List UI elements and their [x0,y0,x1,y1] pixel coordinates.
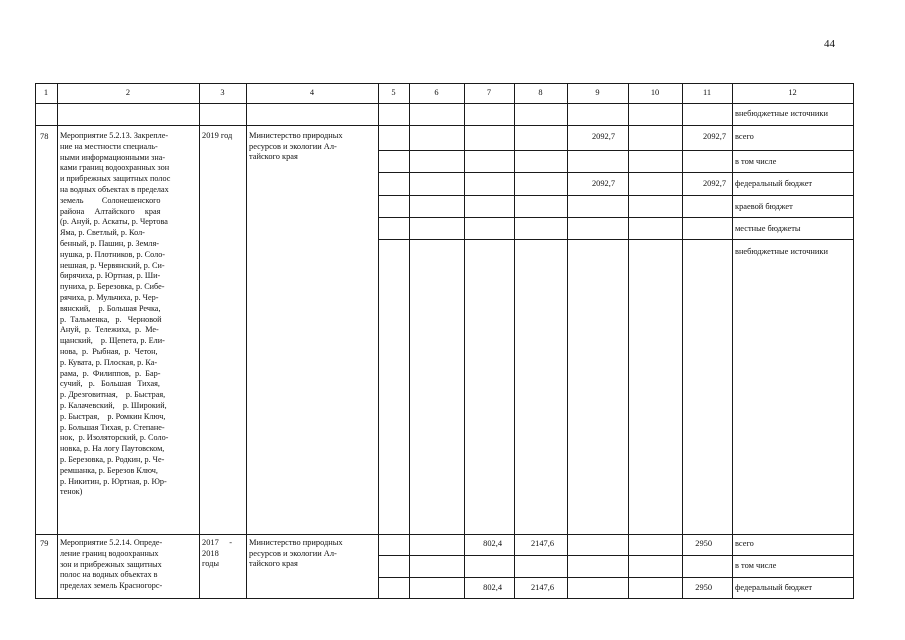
rule [378,150,854,151]
rule [57,83,58,599]
rule [378,555,854,556]
event-term: 2017 - 2018 годы [202,538,233,568]
row-number: 78 [40,132,49,141]
source-label: местные бюджеты [735,224,801,233]
column-header: 11 [702,88,712,97]
source-label: в том числе [735,561,777,570]
column-header: 4 [309,88,315,97]
source-label: федеральный бюджет [735,179,813,188]
column-header: 12 [788,88,797,97]
value-col11: 2950 [695,539,712,548]
column-header: 5 [391,88,396,97]
rule [378,172,854,173]
source-label: внебюджетные источники [735,109,828,118]
rule [378,83,379,599]
row-number: 79 [40,539,49,548]
source-label: федеральный бюджет [735,583,813,592]
rule [199,83,200,599]
column-header: 9 [595,88,600,97]
column-header: 10 [650,88,660,97]
rule [682,83,683,599]
event-description: Мероприятие 5.2.13. Закрепле- ние на местности специаль- ными информационными зна- ками границ водоохранных зон и прибрежных защитных полос на водных объектах в пределах земель Солонешенского района Алтайского края (р. Ануй, р. Аскаты, р. Чертова Яма, р. Светлый, р. Кол- бенный, р. Пашин, р. Земля- нушка, р. Плотников, р. Соло- нешная, р. Червянский, р. Си- бирячиха, р. Юртная, р. Ши- пуниха, р. Березовка, р. Сибе- рячиха, р. Мульчиха, р. Чер- вянский, р. Большая Речка, р. Тальменка, р. Черновой Ануй, р. Тележиха, р. Ме- щанский, р. Щепета, р. Ели- нова, р. Рыбная, р. Четон, р. Кувата, р. Плоская, р. Ка- рама, р. Филиппов, р. Бар- сучий, р. Большая Тихая, р. Дрезговитная, р. Быстрая, р. Калачевский, р. Широкий, р. Быстрая, р. Ромкин Ключ, р. Большая Тихая, р. Степане- нок, р. Изоляторский, р. Соло- новка, р. На логу Паутовском, р. Березовка, р. Родкин, р. Че- ремшанка, р. Березов Ключ, р. Никитин, р. Юртная, р. Юр- тенок) [60,131,171,497]
value-col11: 2092,7 [702,132,726,141]
source-label: всего [735,132,754,141]
event-executor: Министерство природных ресурсов и экологии Ал- тайского края [249,538,343,568]
rule [409,83,410,599]
column-header: 3 [220,88,225,97]
value-col7: 802,4 [483,539,502,548]
value-col8: 2147,6 [530,539,554,548]
value-col8: 2147,6 [530,583,554,592]
rule [378,195,854,196]
source-label: всего [735,539,754,548]
value-col7: 802,4 [483,583,502,592]
column-header: 8 [538,88,543,97]
event-executor: Министерство природных ресурсов и экологии Ал- тайского края [249,131,343,161]
rule [378,217,854,218]
rule [378,239,854,240]
rule [732,83,733,599]
event-description: Мероприятие 5.2.14. Опреде- ление границ водоохранных зон и прибрежных защитных полос на водных объектах в пределах земель Красногорс- [60,538,163,591]
rule [853,83,854,599]
rule [378,577,854,578]
column-header: 2 [125,88,131,97]
value-col11: 2950 [695,583,712,592]
column-header: 1 [43,88,49,97]
column-header: 7 [486,88,492,97]
rule [246,83,247,599]
source-label: краевой бюджет [735,202,793,211]
rule [514,83,515,599]
value-col9: 2092,7 [591,132,615,141]
source-label: в том числе [735,157,777,166]
event-term: 2019 год [202,131,233,140]
page-number: 44 [824,38,835,50]
source-label: внебюджетные источники [735,247,828,256]
rule [35,83,36,599]
column-header: 6 [434,88,439,97]
value-col11: 2092,7 [702,179,726,188]
rule [628,83,629,599]
value-col9: 2092,7 [591,179,615,188]
rule [567,83,568,599]
rule [464,83,465,599]
